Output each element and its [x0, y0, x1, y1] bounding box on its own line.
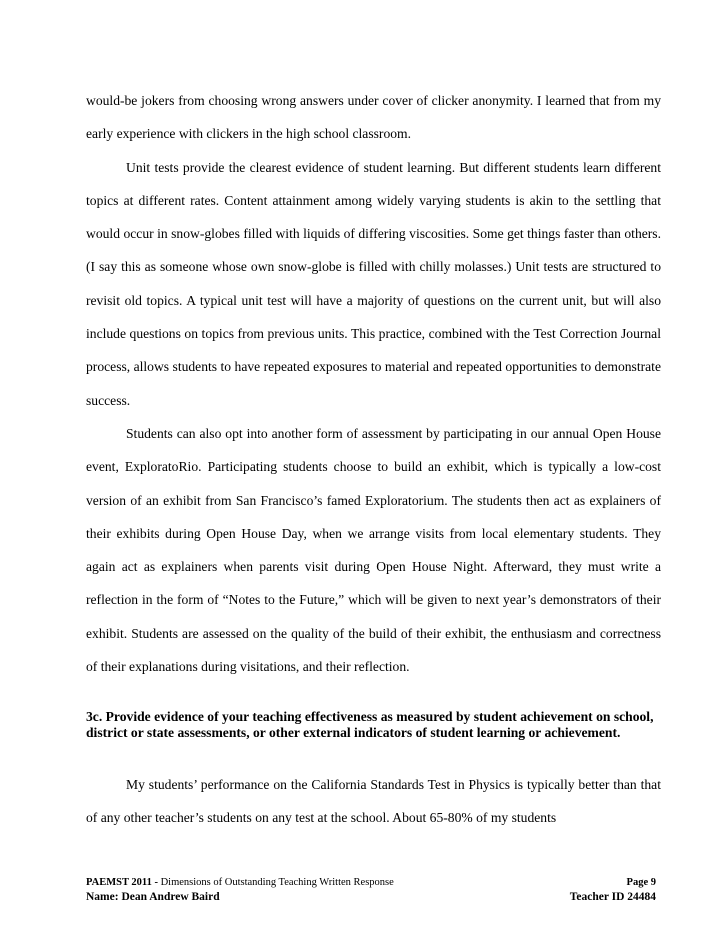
page-footer [86, 876, 656, 904]
paragraph-clicker-anonymity: would-be jokers from choosing wrong answers under cover of clicker anonymity. I learned that from my early experience with clickers in the high school classroom. [86, 93, 661, 142]
body-text-block-1 [86, 84, 661, 683]
footer-doc-title [86, 876, 394, 890]
body-text-block-2 [86, 768, 661, 835]
footer-program: PAEMST 2011 - [86, 877, 158, 888]
footer-page-number: Page 9 [626, 877, 656, 888]
footer-author-name: Name: Dean Andrew Baird [86, 891, 220, 903]
paragraph-unit-tests: Unit tests provide the clearest evidence of student learning. But different students learn different topics at different rates. Content attainment among widely varying students is akin to the settling that would occur in snow-globes filled with liquids of differing viscosities. Some get things faster than others. (I say this as someone whose own snow-globe is filled with chilly molasses.) Unit tests are structured to revisit old topics. A typical unit test will have a majority of questions on the current unit, but will also include questions on topics from previous units. This practice, combined with the Test Correction Journal process, allows students to have repeated exposures to material and repeated opportunities to demonstrate success. [86, 159, 661, 408]
footer-row-2 [86, 890, 656, 904]
footer-row-1 [86, 876, 656, 890]
footer-teacher-id: Teacher ID 24484 [569, 891, 656, 903]
section-prompt-block [86, 709, 661, 741]
paragraph-exploratorio: Students can also opt into another form of assessment by participating in our annual Open House event, ExploratoRio. Participating students choose to build an exhibit, which is typically a low-cost version of an exhibit from San Francisco’s famed Exploratorium. The students then act as explainers of their exhibits during Open House Day, when we arrange visits from local elementary students. They again act as explainers when parents visit during Open House Night. Afterward, they must write a reflection in the form of “Notes to the Future,” which will be given to next year’s demonstrators of their exhibit. Students are assessed on the quality of the build of their exhibit, the enthusiasm and correctness of their explanations during visitations, and their reflection. [86, 425, 661, 675]
paragraph-cst-performance: My students’ performance on the California Standards Test in Physics is typically better than that of any other teacher’s students on any test at the school. About 65-80% of my students [86, 777, 661, 826]
section-3c-prompt: 3c. Provide evidence of your teaching effectiveness as measured by student achievement on school, district or state assessments, or other external indicators of student learning or achievement. [86, 709, 654, 740]
footer-doc-name: Dimensions of Outstanding Teaching Written Response [160, 877, 394, 888]
